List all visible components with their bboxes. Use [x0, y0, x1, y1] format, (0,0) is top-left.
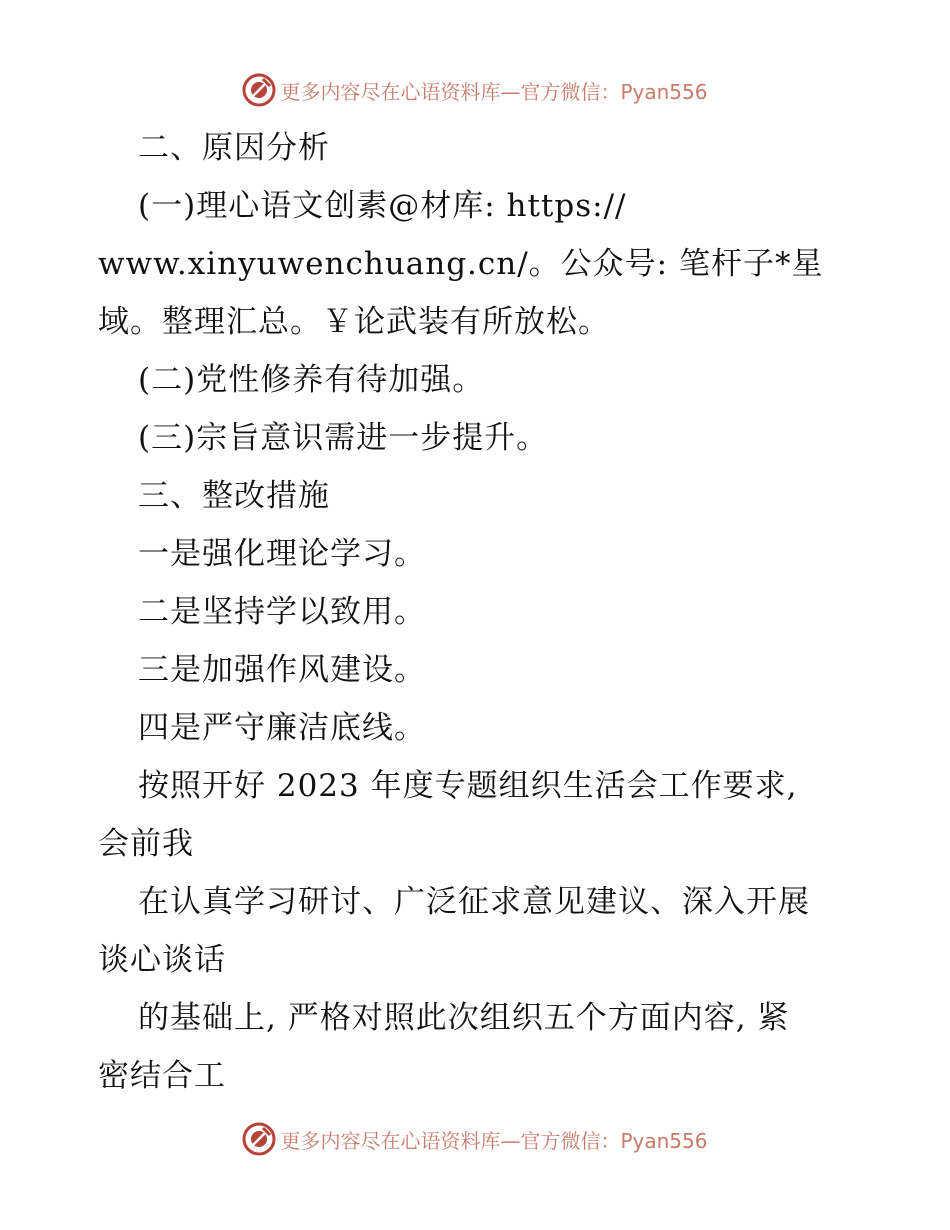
- paragraph-line: (一)理心语文创素@材库: https://: [138, 188, 627, 224]
- footer-banner-text: 更多内容尽在心语资料库—官方微信：Pyan556: [280, 1128, 708, 1153]
- seal-logo-icon: [242, 73, 276, 107]
- section-heading-cause-analysis: 二、原因分析: [138, 130, 330, 166]
- paragraph-line: 在认真学习研讨、广泛征求意见建议、深入开展: [138, 884, 810, 920]
- footer-banner: [0, 1119, 950, 1159]
- list-item: 三是加强作风建设。: [138, 652, 426, 688]
- header-banner-text: 更多内容尽在心语资料库—官方微信：Pyan556: [280, 79, 708, 104]
- paragraph-line: 按照开好 2023 年度专题组织生活会工作要求,: [138, 768, 798, 804]
- section-heading-rectification: 三、整改措施: [138, 478, 330, 514]
- header-banner: [0, 70, 950, 110]
- list-item: 一是强化理论学习。: [138, 536, 426, 572]
- paragraph-line: 密结合工: [98, 1058, 226, 1094]
- seal-logo-icon: [242, 1122, 276, 1156]
- paragraph-line: 会前我: [98, 826, 194, 862]
- paragraph-line: www.xinyuwenchuang.cn/。公众号: 笔杆子*星: [98, 246, 824, 282]
- paragraph-line: (二)党性修养有待加强。: [138, 362, 485, 398]
- paragraph-line: 谈心谈话: [98, 942, 226, 978]
- paragraph-line: 的基础上, 严格对照此次组织五个方面内容, 紧: [138, 1000, 790, 1036]
- list-item: 四是严守廉洁底线。: [138, 710, 426, 746]
- paragraph-line: 域。整理汇总。￥论武装有所放松。: [98, 304, 610, 340]
- list-item: 二是坚持学以致用。: [138, 594, 426, 630]
- paragraph-line: (三)宗旨意识需进一步提升。: [138, 420, 549, 456]
